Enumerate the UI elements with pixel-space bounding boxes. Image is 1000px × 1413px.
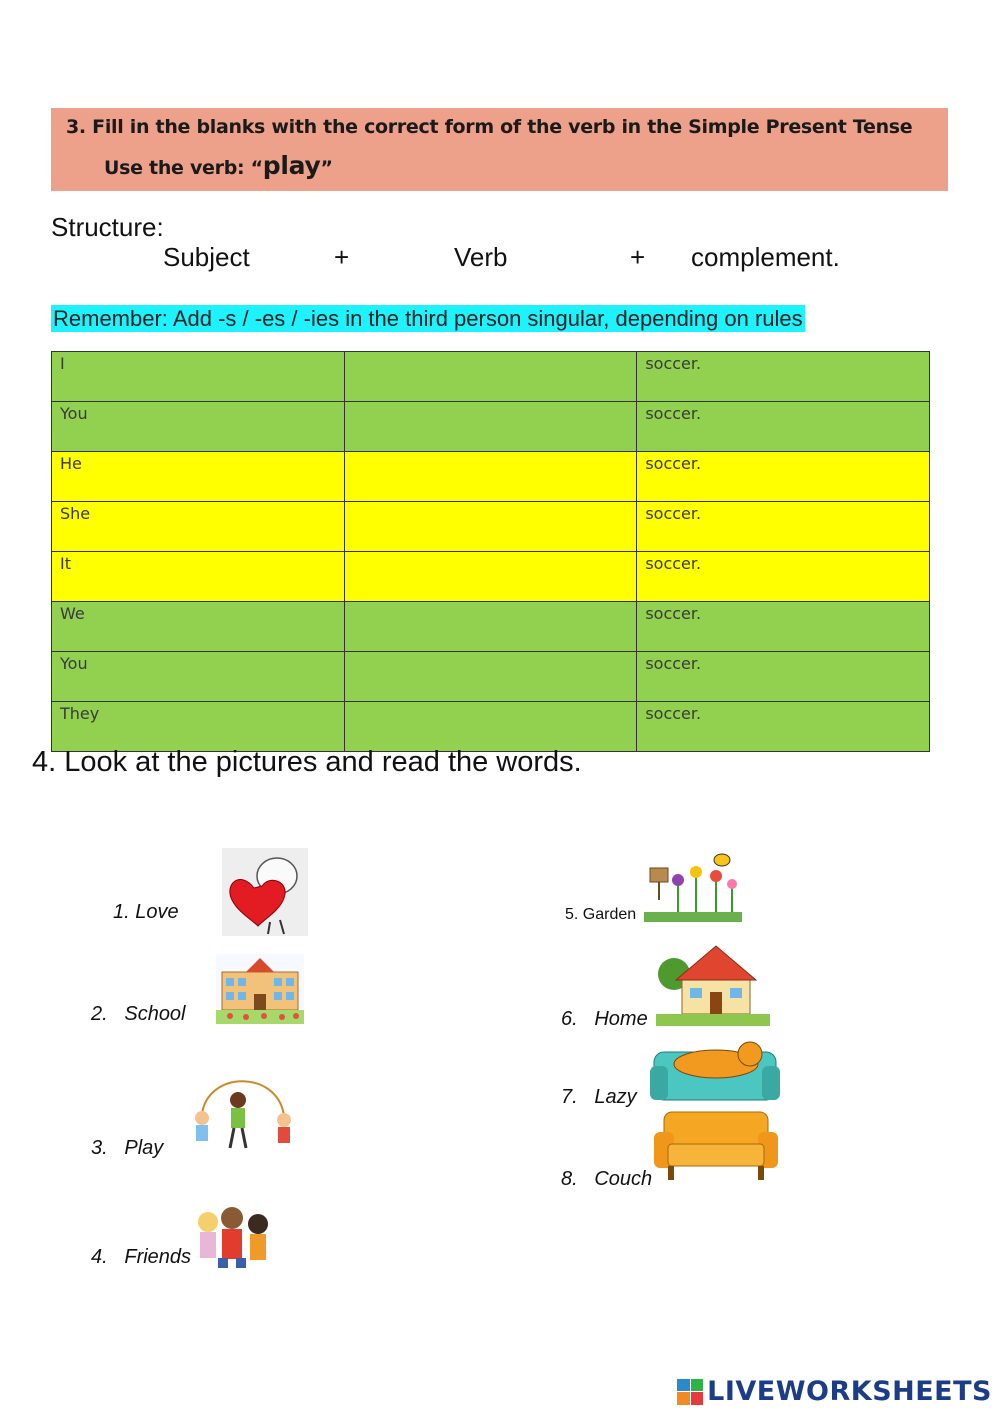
logo-text: LIVEWORKSHEETS — [707, 1376, 992, 1407]
remember-note: Remember: Add -s / -es / -ies in the third person singular, depending on rules — [53, 306, 803, 331]
complement-cell: soccer. — [637, 652, 930, 702]
complement-cell: soccer. — [637, 352, 930, 402]
table-row — [52, 602, 930, 652]
subject-cell: We — [52, 602, 345, 652]
structure-subject: Subject — [163, 242, 250, 272]
subject-cell: They — [52, 702, 345, 752]
subject-cell: He — [52, 452, 345, 502]
table-row — [52, 702, 930, 752]
lazy-cat-sofa-icon — [650, 1030, 780, 1106]
verb-answer-cell[interactable] — [344, 402, 637, 452]
verb-answer-cell[interactable] — [344, 702, 637, 752]
complement-cell: soccer. — [637, 402, 930, 452]
couch-icon — [654, 1106, 778, 1186]
three-kids-icon — [190, 1204, 278, 1270]
vocab-word-play: 3. Play — [91, 1137, 164, 1159]
school-building-icon — [216, 954, 304, 1024]
structure-complement: complement. — [691, 242, 840, 272]
verb-answer-cell[interactable] — [344, 602, 637, 652]
flower-garden-icon — [644, 850, 742, 922]
instruction-verb: play — [262, 151, 321, 180]
instruction-verb-suffix: ” — [320, 157, 333, 179]
verb-answer-cell[interactable] — [344, 452, 637, 502]
complement-cell: soccer. — [637, 552, 930, 602]
kids-jump-rope-icon — [188, 1076, 300, 1156]
subject-cell: You — [52, 402, 345, 452]
table-row — [52, 502, 930, 552]
instruction-title: 3. Fill in the blanks with the correct form of the verb in the Simple Present Tense — [66, 116, 913, 138]
table-row — [52, 452, 930, 502]
complement-cell: soccer. — [637, 502, 930, 552]
vocab-word-school: 2. School — [91, 1003, 186, 1025]
subject-cell: I — [52, 352, 345, 402]
vocab-word-lazy: 7. Lazy — [561, 1086, 637, 1108]
structure-plus-1: + — [334, 242, 350, 272]
instruction-verb-prefix: Use the verb: “ — [104, 157, 263, 179]
vocab-word-couch: 8. Couch — [561, 1168, 653, 1190]
instruction-verb-line — [104, 151, 333, 180]
vocab-word-garden: 5. Garden — [565, 906, 637, 923]
table-row — [52, 652, 930, 702]
verb-answer-cell[interactable] — [344, 652, 637, 702]
house-icon — [656, 940, 770, 1026]
structure-verb: Verb — [454, 242, 508, 272]
table-row — [52, 352, 930, 402]
complement-cell: soccer. — [637, 702, 930, 752]
vocab-word-love: 1. Love — [113, 901, 179, 923]
structure-label: Structure: — [51, 212, 164, 242]
vocab-word-friends: 4. Friends — [91, 1246, 192, 1268]
subject-cell: She — [52, 502, 345, 552]
subject-cell: You — [52, 652, 345, 702]
complement-cell: soccer. — [637, 602, 930, 652]
vocab-word-home: 6. Home — [561, 1008, 648, 1030]
table-row — [52, 552, 930, 602]
heart-character-icon — [222, 848, 308, 936]
table-row — [52, 402, 930, 452]
liveworksheets-logo — [677, 1376, 992, 1407]
verb-answer-cell[interactable] — [344, 552, 637, 602]
structure-plus-2: + — [630, 242, 646, 272]
complement-cell: soccer. — [637, 452, 930, 502]
conjugation-table — [51, 351, 930, 752]
section-4-title: 4. Look at the pictures and read the words. — [32, 746, 582, 778]
verb-answer-cell[interactable] — [344, 352, 637, 402]
logo-badge-icon — [677, 1379, 703, 1405]
subject-cell: It — [52, 552, 345, 602]
verb-answer-cell[interactable] — [344, 502, 637, 552]
